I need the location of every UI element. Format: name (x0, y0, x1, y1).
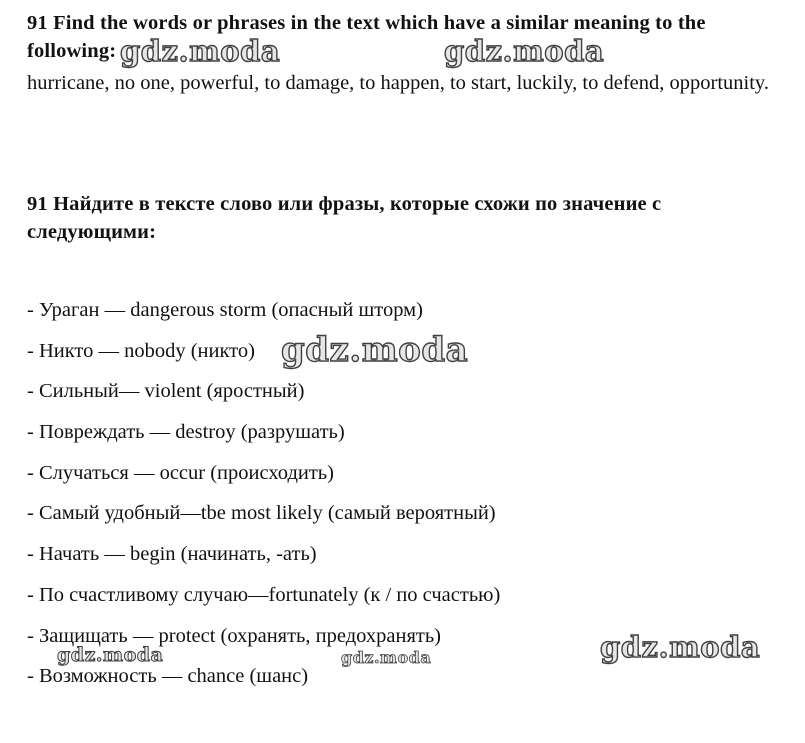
answer-item-7: - Начать — begin (начинать, -ать) (27, 543, 317, 566)
answer-item-3: - Сильный— violent (яростный) (27, 380, 305, 403)
watermark: gdz.moda (57, 644, 164, 666)
answer-item-8: - По счастливому случаю—fortunately (к / по счастью) (27, 583, 501, 606)
answer-item-5: - Случаться — occur (происходить) (27, 461, 334, 484)
answer-item-6: - Самый удобный—tbe most likely (самый вероятный) (27, 502, 496, 525)
exercise-heading-russian: 91 Найдите в тексте слово или фразы, которые схожи по значение с следующими: (27, 193, 662, 243)
answer-item-1: - Ураган — dangerous storm (опасный шторм) (27, 299, 423, 321)
exercise-heading-english: 91 Find the words or phrases in the text which have a similar meaning to the following: (27, 12, 706, 62)
answer-item-2: - Никто — nobody (никто) (27, 339, 255, 362)
watermark: gdz.moda (281, 330, 469, 370)
answer-list (27, 296, 500, 703)
watermark: gdz.moda (600, 630, 761, 664)
watermark: gdz.moda (120, 34, 281, 68)
exercise-word-list: hurricane, no one, powerful, to damage, to happen, to start, luckily, to defend, opportunity. (27, 72, 769, 94)
watermark: gdz.moda (444, 34, 605, 68)
watermark: gdz.moda (341, 648, 432, 667)
answer-item-9: - Защищать — protect (охранять, предохранять) (27, 624, 442, 647)
answer-item-10: - Возможность — chance (шанс) (27, 665, 309, 688)
answer-item-4: - Повреждать — destroy (разрушать) (27, 421, 345, 444)
